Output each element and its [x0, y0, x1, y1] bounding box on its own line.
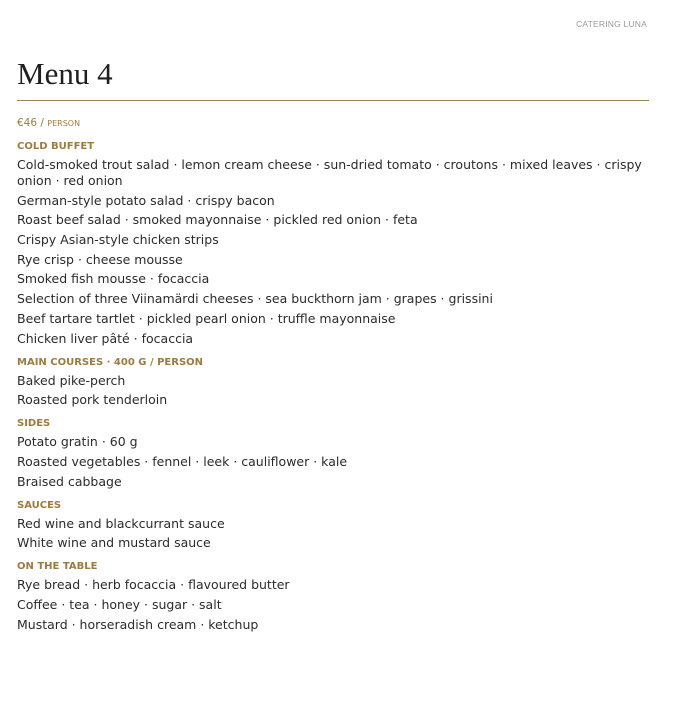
menu-item: White wine and mustard sauce	[17, 535, 211, 551]
menu-item: Braised cabbage	[17, 473, 122, 489]
price-unit: PERSON	[47, 119, 81, 128]
menu-section	[17, 499, 649, 552]
section-item-list	[17, 157, 649, 347]
menu-item: Selection of three Viinamärdi cheeses · sea buckthorn jam · grapes · grissini	[17, 291, 493, 307]
menu-item: Rye crisp · cheese mousse	[17, 251, 183, 267]
menu-item: Red wine and blackcurrant sauce	[17, 515, 225, 531]
menu-item: Coffee · tea · honey · sugar · salt	[17, 596, 222, 612]
menu-page	[17, 56, 649, 636]
menu-item: Roast beef salad · smoked mayonnaise · pickled red onion · feta	[17, 212, 418, 228]
section-item-list	[17, 434, 649, 489]
section-item-list	[17, 516, 649, 552]
menu-sections	[17, 140, 649, 633]
section-title: SIDES	[17, 418, 51, 430]
menu-item: Rye bread · herb focaccia · flavoured butter	[17, 577, 290, 593]
price-line	[17, 117, 649, 130]
section-item-list	[17, 373, 649, 409]
menu-item: Baked pike-perch	[17, 372, 126, 388]
section-title: COLD BUFFET	[17, 141, 95, 152]
price-amount: €46 /	[17, 117, 44, 129]
section-item-list	[17, 577, 649, 632]
menu-item: Roasted pork tenderloin	[17, 392, 168, 408]
menu-section	[17, 356, 649, 409]
menu-item: Crispy Asian-style chicken strips	[17, 232, 219, 248]
section-title: MAIN COURSES · 400 G / PERSON	[17, 356, 204, 368]
menu-item: Potato gratin · 60 g	[17, 434, 138, 450]
menu-section	[17, 417, 649, 489]
menu-item: Roasted vegetables · fennel · leek · cauliflower · kale	[17, 453, 348, 469]
menu-item: Beef tartare tartlet · pickled pearl onion · truffle mayonnaise	[17, 310, 396, 326]
menu-section	[17, 560, 649, 632]
menu-item: German-style potato salad · crispy bacon	[17, 192, 275, 208]
brand-label: CATERING LUNA	[576, 19, 647, 29]
menu-item: Smoked fish mousse · focaccia	[17, 271, 210, 287]
section-title: ON THE TABLE	[17, 561, 98, 573]
page-title: Menu 4	[17, 56, 113, 91]
menu-item: Cold-smoked trout salad · lemon cream cheese · sun-dried tomato · croutons · mixed leaves · crispy onion · red onion	[17, 157, 642, 188]
menu-item: Chicken liver pâté · focaccia	[17, 330, 194, 346]
title-divider	[17, 100, 649, 101]
section-title: SAUCES	[17, 499, 62, 511]
menu-section	[17, 140, 649, 347]
menu-item: Mustard · horseradish cream · ketchup	[17, 616, 259, 632]
